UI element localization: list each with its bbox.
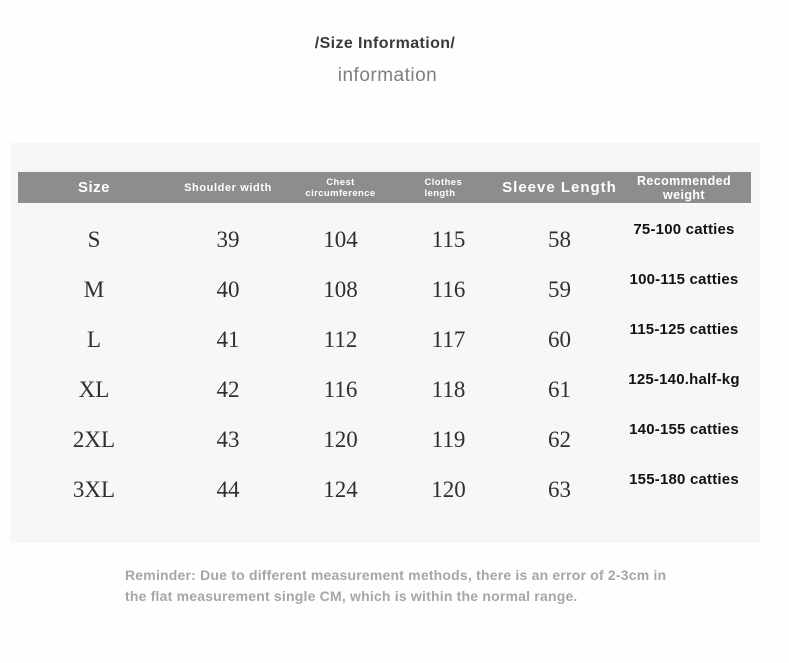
cell-sleeve: 63 [548,477,571,502]
column-header-sleeve-length: Sleeve Length [502,179,617,196]
cell-shoulder: 42 [216,377,240,402]
table-row-2xl [18,415,751,465]
cell-clothes: 118 [431,377,466,402]
cell-size: M [83,277,105,302]
cell-chest: 124 [323,477,358,502]
column-header-recommended-weight: Recommended weight [636,173,731,202]
cell-sleeve: 62 [548,427,571,452]
size-table-body [18,203,751,515]
cell-weight: 115-125 catties [629,320,739,338]
column-header-chest-circumference: Chest circumference [305,176,376,199]
cell-clothes: 116 [431,277,466,302]
cell-chest: 108 [323,277,358,302]
cell-shoulder: 41 [216,327,240,352]
cell-weight: 100-115 catties [629,270,739,288]
cell-weight: 75-100 catties [633,220,735,238]
cell-sleeve: 60 [548,327,571,352]
cell-shoulder: 44 [216,477,240,502]
cell-clothes: 120 [431,477,466,502]
cell-clothes: 117 [431,327,466,352]
cell-size: L [86,327,102,352]
cell-chest: 120 [323,427,358,452]
cell-chest: 116 [323,377,358,402]
cell-chest: 112 [323,327,358,352]
cell-size: 2XL [72,427,116,452]
cell-weight: 140-155 catties [629,420,739,438]
cell-weight: 155-180 catties [629,470,739,488]
cell-shoulder: 40 [216,277,240,302]
table-row-s [18,215,751,265]
cell-shoulder: 39 [216,227,240,252]
table-row-m [18,265,751,315]
cell-sleeve: 59 [548,277,571,302]
table-row-l [18,315,751,365]
cell-chest: 104 [323,227,358,252]
size-chart-card [10,143,760,543]
size-table-header-row [18,172,751,203]
column-header-clothes-length: Clothes length [424,176,463,199]
column-header-size: Size [77,179,110,196]
cell-sleeve: 61 [548,377,571,402]
column-header-shoulder-width: Shoulder width [184,181,272,194]
cell-size: S [87,227,101,252]
cell-size: 3XL [72,477,116,502]
cell-clothes: 115 [431,227,466,252]
cell-weight: 125-140.half-kg [628,370,740,388]
table-row-3xl [18,465,751,515]
page-title: /Size Information/ [314,35,456,52]
cell-clothes: 119 [431,427,466,452]
cell-sleeve: 58 [548,227,571,252]
page-subtitle: information [337,65,438,86]
cell-size: XL [78,377,110,402]
measurement-reminder-note: Reminder: Due to different measurement methods, there is an error of 2-3cm in the flat measurement single CM, which is within the normal range. [125,567,667,604]
cell-shoulder: 43 [216,427,240,452]
table-row-xl [18,365,751,415]
